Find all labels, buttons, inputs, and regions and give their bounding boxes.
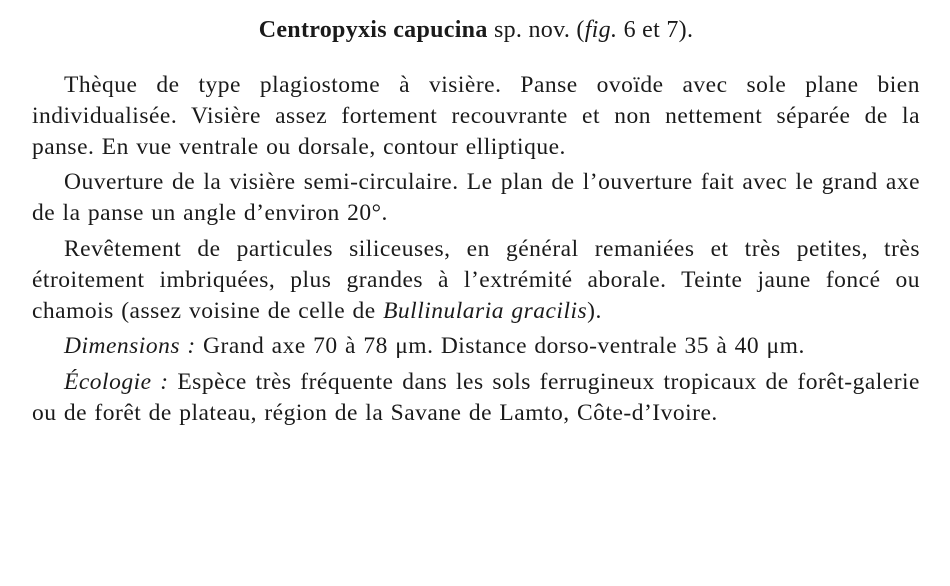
paragraph-dimensions [32,331,920,362]
ecology-text: Espèce très fréquente dans les sols ferrugineux tropicaux de forêt-galerie ou de forêt de plateau, région de la Savane de Lamto, Côte-d’Ivoire. [32,369,920,426]
dimensions-text: Grand axe 70 à 78 μm. Distance dorso-ventrale 35 à 40 μm. [195,333,805,360]
dimensions-label: Dimensions : [64,333,196,360]
comparison-species: Bullinularia gracilis [383,297,588,324]
ecology-label: Écologie : [64,369,169,396]
species-heading [32,14,920,46]
paragraph-ecology [32,367,920,429]
heading-status: sp. nov. ( [487,17,585,43]
coating-end: ). [587,297,602,324]
figure-label: fig. [584,17,618,43]
paragraph-aperture: Ouverture de la visière semi-circulaire. Le plan de l’ouverture fait avec le grand axe de la panse un angle d’environ 20°. [32,169,920,227]
species-description [32,70,920,429]
paragraph-coating [32,234,920,326]
coating-text: Revêtement de particules siliceuses, en général remaniées et très petites, très étroitement imbriquées, plus grandes à l’extrémité aborale. Teinte jaune foncé ou chamois (assez voisine de celle de [32,235,920,324]
paragraph-test-description: Thèque de type plagiostome à visière. Panse ovoïde avec sole plane bien individualisée. Visière assez fortement recouvrante et non nettement séparée de la panse. En vue ventrale ou dorsale, contour elliptique. [32,72,920,160]
figure-numbers: 6 et 7). [617,17,694,43]
species-name: Centropyxis capucina [258,17,488,43]
